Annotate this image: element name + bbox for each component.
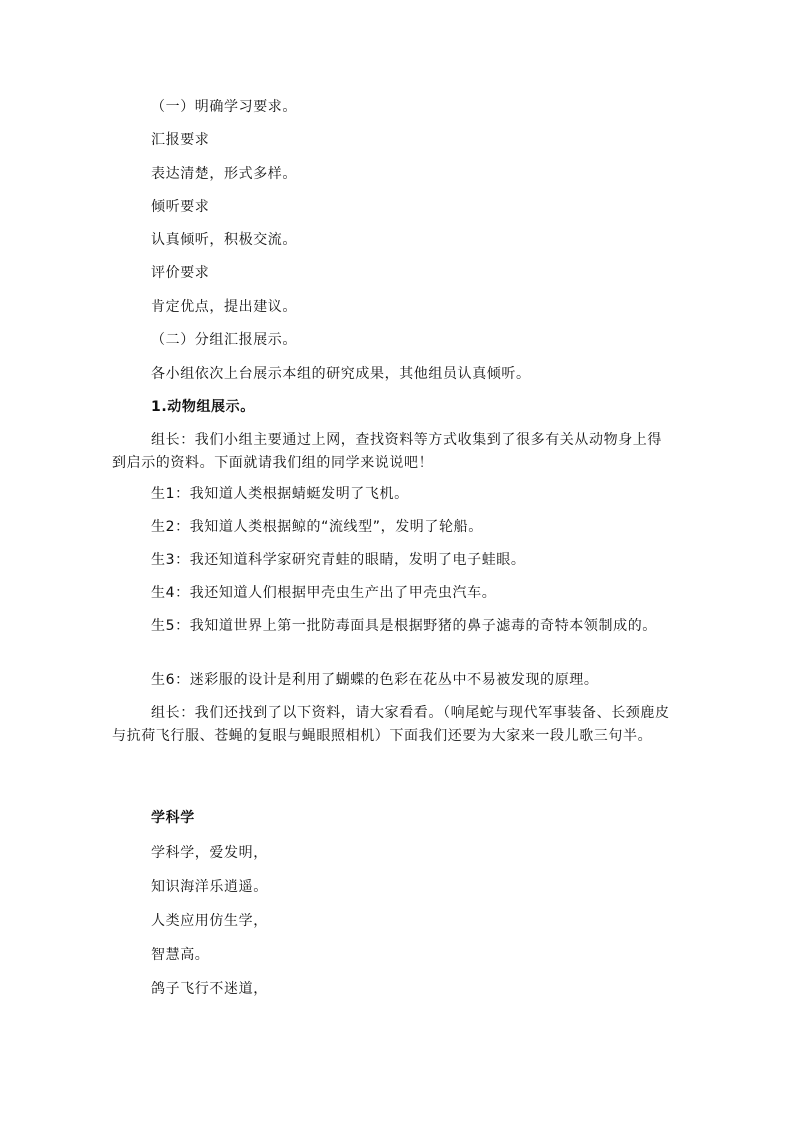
report-requirement-label: 汇报要求 bbox=[151, 132, 210, 148]
evaluate-requirement-label: 评价要求 bbox=[151, 265, 210, 281]
listen-requirement-label: 倾听要求 bbox=[151, 199, 210, 215]
student-3-line: 生3：我还知道科学家研究青蛙的眼睛，发明了电子蛙眼。 bbox=[151, 552, 526, 568]
student-5-paragraph: 生5：我知道世界上第一批防毒面具是根据野猪的鼻子滤毒的奇特本领制成的。 bbox=[151, 618, 657, 634]
student-4-line: 生4：我还知道人们根据甲壳虫生产出了甲壳虫汽车。 bbox=[151, 585, 497, 601]
student-1-line: 生1：我知道人类根据蜻蜓发明了飞机。 bbox=[151, 486, 409, 502]
poem-line-4: 智慧高。 bbox=[151, 947, 210, 963]
evaluate-requirement-text: 肯定优点，提出建议。 bbox=[151, 299, 297, 315]
poem-line-2: 知识海洋乐逍遥。 bbox=[151, 879, 268, 895]
section-heading-2: （二）分组汇报展示。 bbox=[151, 332, 297, 348]
poem-line-5: 鸽子飞行不迷道， bbox=[151, 981, 268, 997]
leader-paragraph-2: 组长：我们还找到了以下资料，请大家看看。（响尾蛇与现代军事装备、长颈鹿皮与抗荷飞行服、苍蝇的复眼与蝇眼照相机）下面我们还要为大家来一段儿歌三句半。 bbox=[112, 705, 670, 744]
student-2-line: 生2：我知道人类根据鲸的“流线型”，发明了轮船。 bbox=[151, 519, 483, 535]
poem-title: 学科学 bbox=[151, 810, 195, 826]
animal-group-heading: 1.动物组展示。 bbox=[151, 399, 255, 415]
leader-paragraph-1: 组长：我们小组主要通过上网，查找资料等方式收集到了很多有关从动物身上得到启示的资料。下面就请我们组的同学来说说吧！ bbox=[112, 432, 662, 471]
student-6-line: 生6：迷彩服的设计是利用了蝴蝶的色彩在花丛中不易被发现的原理。 bbox=[151, 672, 599, 688]
section-heading-1: （一）明确学习要求。 bbox=[151, 99, 297, 115]
listen-requirement-text: 认真倾听，积极交流。 bbox=[151, 232, 297, 248]
report-requirement-text: 表达清楚，形式多样。 bbox=[151, 166, 297, 182]
group-presentation-intro: 各小组依次上台展示本组的研究成果，其他组员认真倾听。 bbox=[151, 366, 531, 382]
poem-line-1: 学科学，爱发明， bbox=[151, 845, 268, 861]
poem-line-3: 人类应用仿生学， bbox=[151, 913, 268, 929]
